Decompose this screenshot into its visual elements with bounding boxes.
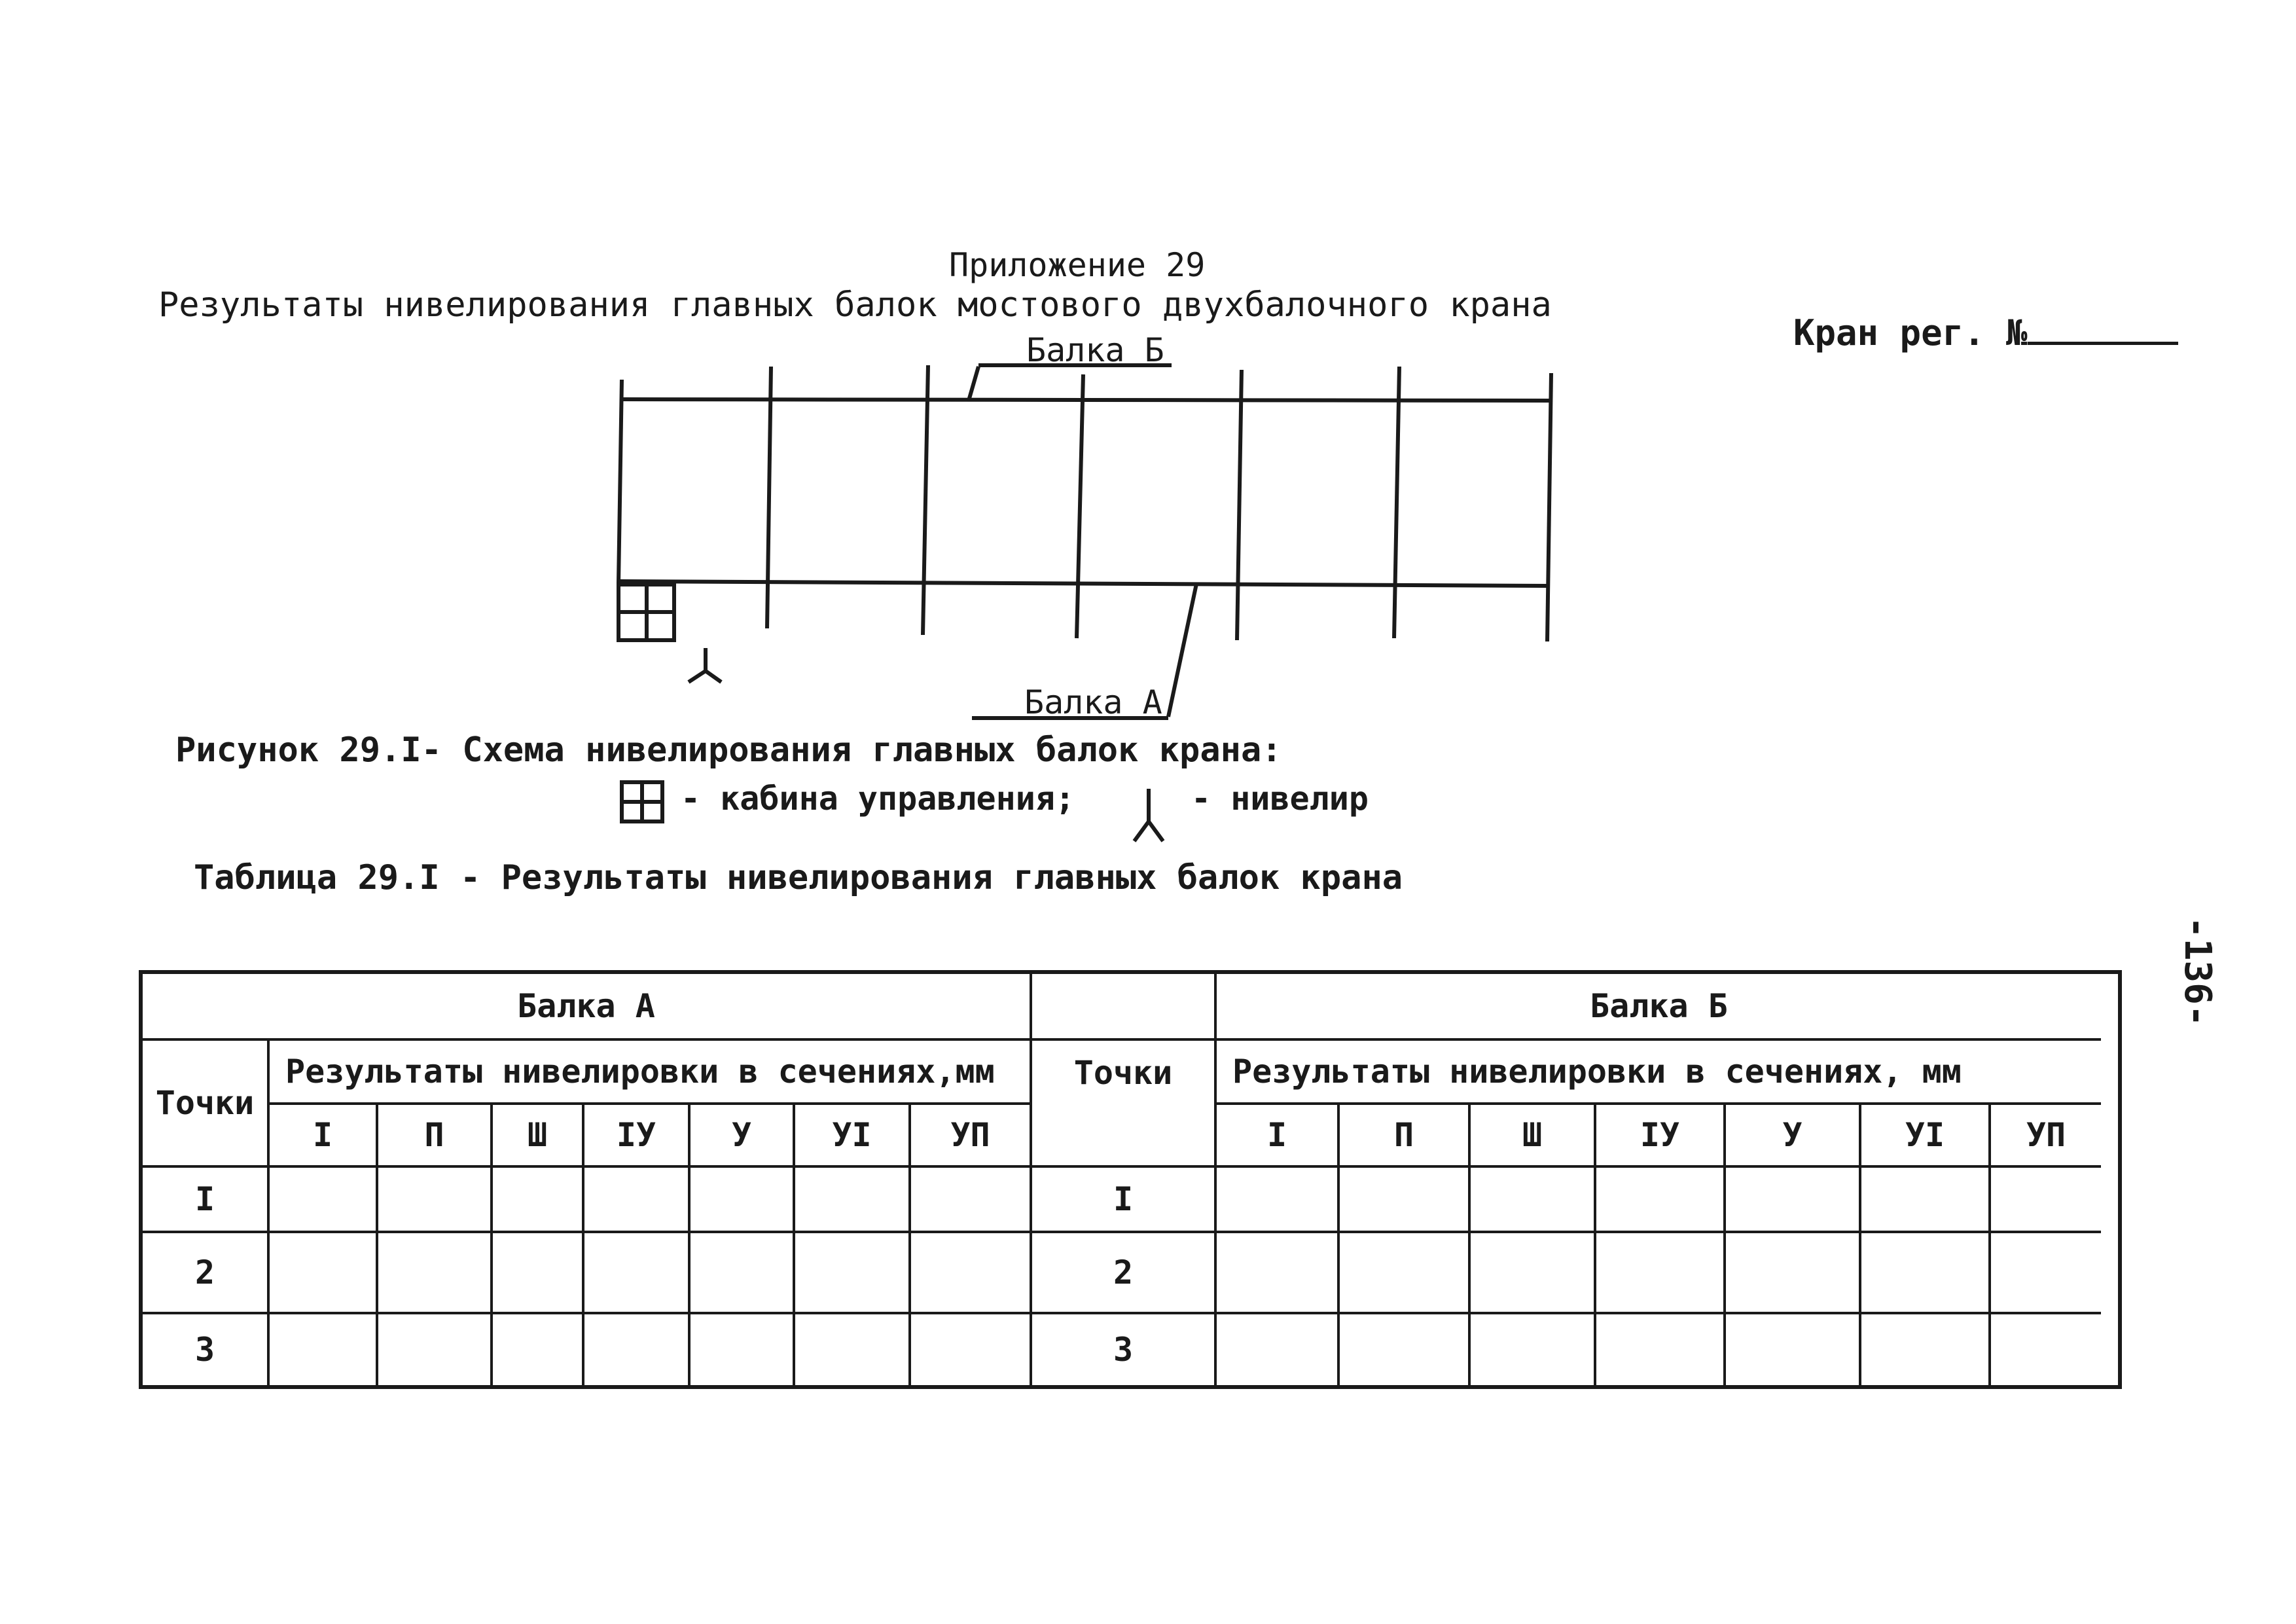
beam-b-result-cell[interactable] [1991, 1314, 2101, 1385]
beam-b-point-cell: I [1032, 1168, 1217, 1233]
beam-b-point-cell: 2 [1032, 1233, 1217, 1314]
beam-a-result-cell[interactable] [795, 1168, 911, 1233]
section-line-2 [923, 365, 928, 635]
beam-b-result-cell[interactable] [1471, 1233, 1596, 1314]
section-header-b-1: I [1217, 1105, 1340, 1168]
beam-a-result-cell[interactable] [378, 1314, 493, 1385]
beam-b-result-cell[interactable] [1217, 1314, 1340, 1385]
beam-a-result-cell[interactable] [493, 1168, 584, 1233]
beam-a-result-cell[interactable] [795, 1233, 911, 1314]
beam-a-result-cell[interactable] [584, 1314, 691, 1385]
beam-b-point-cell: 3 [1032, 1314, 1217, 1385]
beam-b-result-cell[interactable] [1991, 1233, 2101, 1314]
beam-a-result-cell[interactable] [691, 1168, 795, 1233]
beam-b-result-cell[interactable] [1726, 1233, 1861, 1314]
beam-a-result-cell[interactable] [378, 1233, 493, 1314]
section-line-1 [767, 367, 771, 628]
beam-b-result-cell[interactable] [1991, 1168, 2101, 1233]
beam-a-result-cell[interactable] [493, 1314, 584, 1385]
leveling-results-table [139, 970, 2122, 1389]
results-header-a: Результаты нивелировки в сечениях,мм [270, 1041, 1032, 1105]
section-header-b-5: У [1726, 1105, 1861, 1168]
beam-a-result-cell[interactable] [584, 1168, 691, 1233]
beam-b-result-cell[interactable] [1471, 1168, 1596, 1233]
beam-b-result-cell[interactable] [1596, 1168, 1726, 1233]
section-header-a-3: Ш [493, 1105, 584, 1168]
section-line-5 [1394, 367, 1399, 638]
beam-a-result-cell[interactable] [493, 1233, 584, 1314]
beam-b-leader [969, 367, 978, 401]
beam-a-result-cell[interactable] [378, 1168, 493, 1233]
beam-b-result-cell[interactable] [1861, 1168, 1991, 1233]
section-line-4 [1237, 370, 1242, 640]
section-header-b-2: П [1340, 1105, 1471, 1168]
section-header-b-7: УП [1991, 1105, 2101, 1168]
left-end-line [619, 380, 622, 583]
beam-a-leader [1168, 584, 1196, 717]
legend-level-icon [1134, 789, 1163, 841]
page-number: -136- [2176, 916, 2219, 1027]
table-caption: Таблица 29.I - Результаты нивелирования главных балок крана [194, 858, 1403, 897]
crane-reg-label: Кран рег. № [1793, 312, 2028, 353]
beam-b-result-cell[interactable] [1340, 1314, 1471, 1385]
legend-cabin-text: - кабина управления; [681, 780, 1075, 818]
legend-cabin-icon [622, 782, 662, 821]
beam-b-result-cell[interactable] [1217, 1168, 1340, 1233]
beam-a-point-cell: 2 [143, 1233, 270, 1314]
points-header-b: Точки [1032, 1041, 1217, 1168]
section-header-b-4: IУ [1596, 1105, 1726, 1168]
points-header-a: Точки [143, 1041, 270, 1168]
crane-reg-blank-field [2028, 316, 2178, 345]
results-header-b: Результаты нивелировки в сечениях, мм [1217, 1041, 2101, 1105]
beam-a-result-cell[interactable] [270, 1168, 378, 1233]
level-instrument-icon [689, 648, 721, 682]
beam-a-result-cell[interactable] [691, 1314, 795, 1385]
beam-b-result-cell[interactable] [1861, 1233, 1991, 1314]
beam-a-result-cell[interactable] [911, 1168, 1032, 1233]
section-header-a-5: У [691, 1105, 795, 1168]
beam-b-result-cell[interactable] [1340, 1168, 1471, 1233]
beam-a-result-cell[interactable] [691, 1233, 795, 1314]
beam-a-line [620, 581, 1547, 586]
beam-a-result-cell[interactable] [911, 1233, 1032, 1314]
beam-b-label: Балка Б [1026, 331, 1164, 369]
beam-b-result-cell[interactable] [1861, 1314, 1991, 1385]
beam-b-result-cell[interactable] [1596, 1233, 1726, 1314]
beam-a-label: Балка А [1024, 683, 1162, 721]
beam-a-point-cell: 3 [143, 1314, 270, 1385]
section-header-a-4: IУ [584, 1105, 691, 1168]
section-header-a-1: I [270, 1105, 378, 1168]
blank-header-cell [1032, 974, 1217, 1041]
beam-b-line [623, 399, 1550, 401]
section-header-a-6: УI [795, 1105, 911, 1168]
cabin-icon [619, 585, 674, 640]
beam-a-result-cell[interactable] [584, 1233, 691, 1314]
right-end-line [1547, 373, 1551, 641]
beam-b-result-cell[interactable] [1340, 1233, 1471, 1314]
beam-a-point-cell: I [143, 1168, 270, 1233]
section-line-3 [1077, 374, 1083, 638]
appendix-label: Приложение 29 [949, 246, 1206, 284]
document-title: Результаты нивелирования главных балок мостового двухбалочного крана [158, 285, 1552, 325]
section-header-a-2: П [378, 1105, 493, 1168]
beam-b-result-cell[interactable] [1726, 1314, 1861, 1385]
beam-b-header: Балка Б [1217, 974, 2101, 1041]
section-header-b-3: Ш [1471, 1105, 1596, 1168]
figure-caption: Рисунок 29.I- Схема нивелирования главных балок крана: [175, 731, 1282, 770]
section-header-a-7: УП [911, 1105, 1032, 1168]
beam-a-result-cell[interactable] [795, 1314, 911, 1385]
beam-b-result-cell[interactable] [1217, 1233, 1340, 1314]
crane-registration [1793, 312, 2178, 353]
section-header-b-6: УI [1861, 1105, 1991, 1168]
beam-a-result-cell[interactable] [270, 1314, 378, 1385]
beam-b-result-cell[interactable] [1726, 1168, 1861, 1233]
beam-a-result-cell[interactable] [911, 1314, 1032, 1385]
beam-b-result-cell[interactable] [1471, 1314, 1596, 1385]
beam-b-result-cell[interactable] [1596, 1314, 1726, 1385]
beam-a-header: Балка А [143, 974, 1032, 1041]
legend-level-text: - нивелир [1191, 780, 1369, 818]
beam-a-result-cell[interactable] [270, 1233, 378, 1314]
